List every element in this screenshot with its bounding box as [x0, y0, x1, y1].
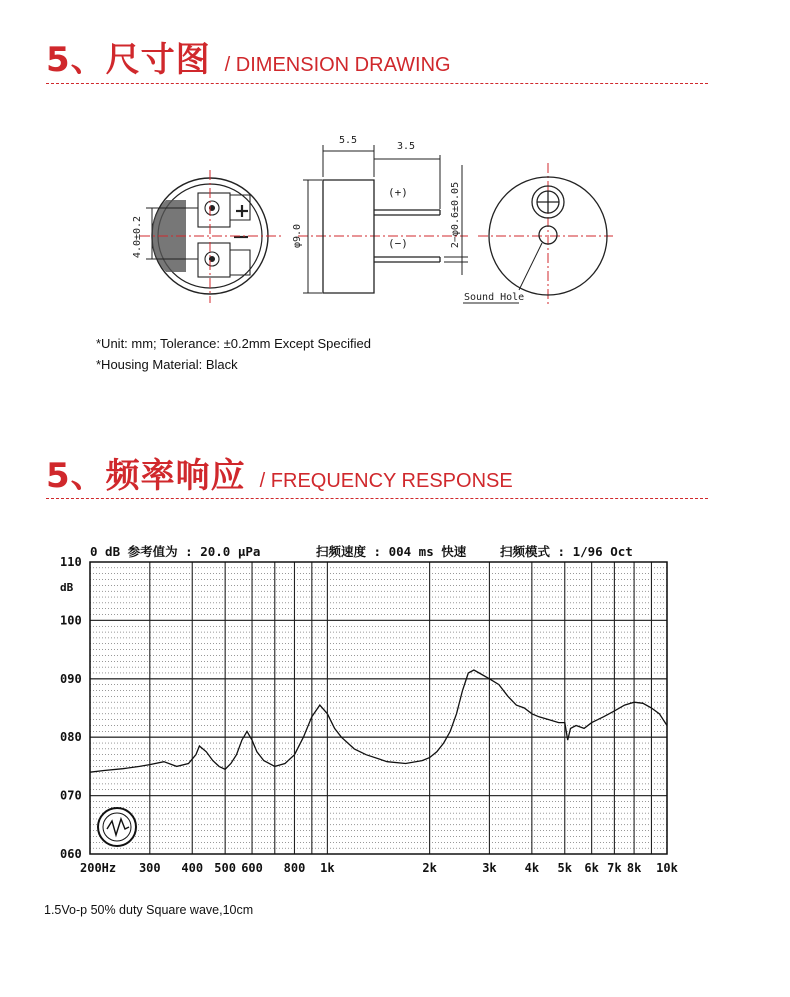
- x-tick-label: 2k: [422, 861, 437, 875]
- divider: [46, 83, 708, 84]
- x-tick-label: 1k: [320, 861, 335, 875]
- y-tick-label: 060: [60, 847, 82, 861]
- x-tick-label: 600: [241, 861, 263, 875]
- positive-label: (+): [388, 186, 408, 199]
- section-title-cn: 5、频率响应: [46, 456, 246, 496]
- y-tick-label: 110: [60, 555, 82, 569]
- x-tick-label: 200Hz: [80, 861, 117, 875]
- x-tick-label: 4k: [524, 861, 540, 875]
- y-tick-label: 090: [60, 671, 82, 686]
- x-tick-label: 6k: [584, 861, 599, 875]
- note-unit: *Unit: mm; Tolerance: ±0.2mm Except Specified: [96, 336, 371, 351]
- x-tick-label: 10k: [656, 861, 678, 875]
- y-tick-label: 080: [60, 730, 82, 745]
- chart-reference-label: 0 dB 参考值为 : 20.0 μPa: [90, 544, 261, 559]
- x-tick-label: 800: [283, 861, 306, 875]
- section-title-en: / FREQUENCY RESPONSE: [259, 470, 513, 492]
- x-tick-label: 300: [138, 861, 161, 875]
- pin-length-dimension: 3.5: [396, 141, 416, 152]
- y-axis-unit: dB: [60, 581, 74, 594]
- company-logo: [98, 808, 136, 846]
- sound-hole-label: Sound Hole: [464, 292, 525, 303]
- length-dimension: 5.5: [338, 135, 358, 146]
- section-title-frequency: [46, 448, 513, 497]
- test-condition-note: 1.5Vo-p 50% duty Square wave,10cm: [44, 903, 254, 917]
- response-curve: [90, 670, 667, 772]
- negative-label: (−): [388, 237, 408, 250]
- diameter-dimension: φ9.0: [292, 223, 303, 249]
- section-title-en: / DIMENSION DRAWING: [224, 54, 451, 76]
- y-tick-label: 070: [60, 788, 82, 803]
- frequency-response-chart: [50, 535, 690, 880]
- pitch-dimension: 4.0±0.2: [132, 215, 143, 259]
- x-tick-label: 3k: [482, 861, 497, 875]
- y-tick-label: 100: [60, 613, 82, 628]
- x-tick-label: 500: [214, 861, 236, 875]
- note-material: *Housing Material: Black: [96, 357, 238, 372]
- divider: [46, 498, 708, 499]
- chart-sweep-speed-label: 扫频速度 : 004 ms 快速: [316, 544, 467, 559]
- chart-sweep-mode-label: 扫频模式 : 1/96 Oct: [500, 544, 633, 559]
- pin-diameter-dimension: 2−φ0.6±0.05: [450, 181, 461, 249]
- x-tick-label: 5k: [557, 861, 572, 875]
- x-tick-label: 8k: [626, 861, 642, 875]
- section-title-cn: 5、尺寸图: [46, 40, 211, 80]
- x-tick-label: 7k: [607, 861, 622, 875]
- dimension-drawing: [118, 125, 618, 315]
- x-tick-label: 400: [181, 861, 204, 875]
- section-title-dimension: [46, 32, 451, 81]
